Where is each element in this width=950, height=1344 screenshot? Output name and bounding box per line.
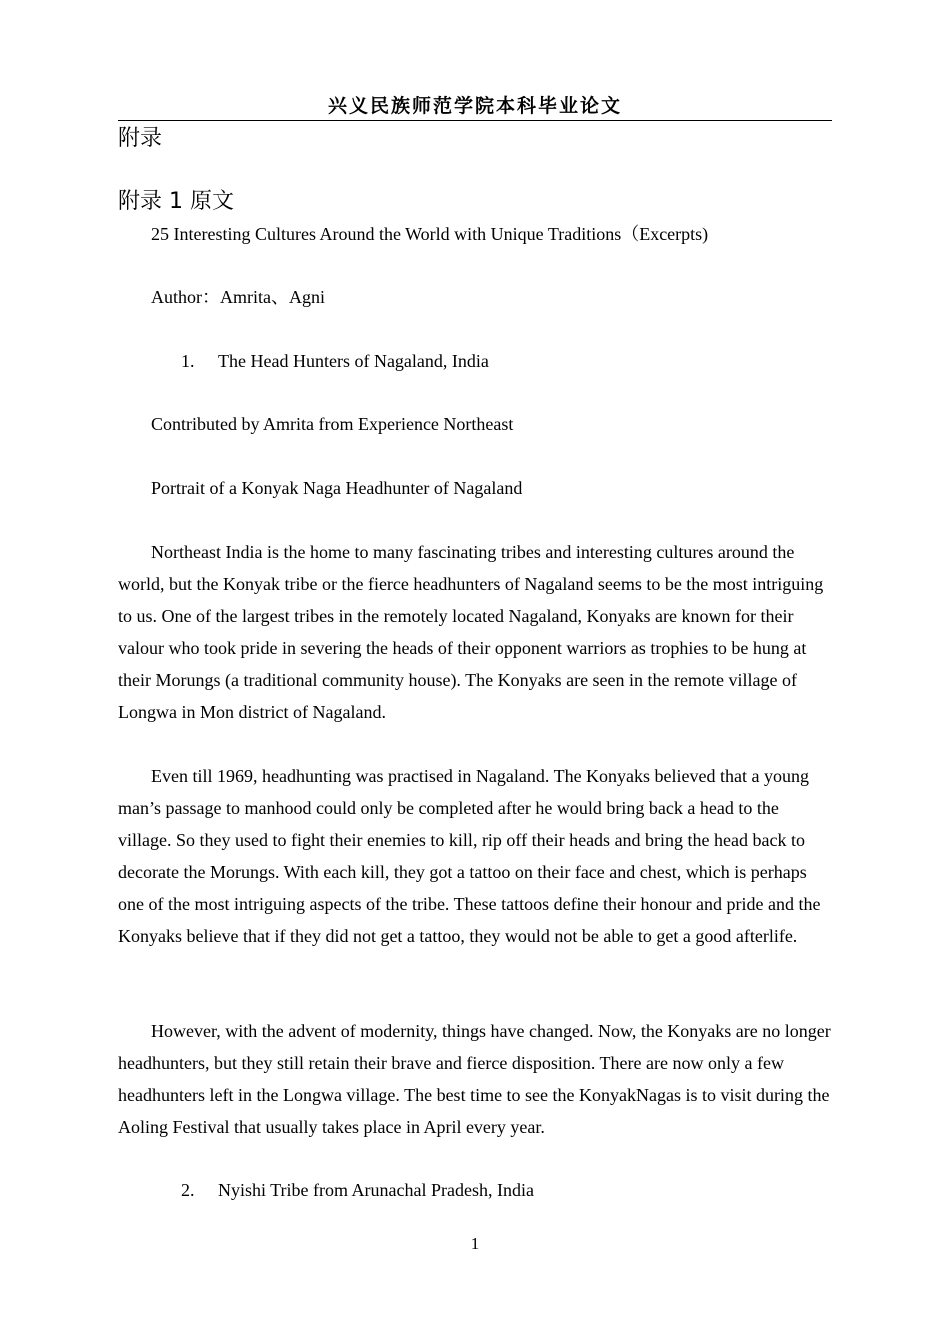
running-header: 兴义民族师范学院本科毕业论文 bbox=[118, 94, 832, 121]
image-caption: Portrait of a Konyak Naga Headhunter of Nagaland bbox=[151, 478, 523, 498]
paragraph: Northeast India is the home to many fascinating tribes and interesting cultures around the world, but the Konyak tribe or the fierce headhunters of Nagaland seems to be the most intriguing to us. One of the largest tribes in the remotely located Nagaland, Konyaks are known for their valour who took pride in severing the heads of their opponent warriors as trophies to be hung at their Morungs (a traditional community house). The Konyaks are seen in the remote village of Longwa in Mon district of Nagaland. bbox=[118, 542, 824, 722]
section-number: 2. bbox=[181, 1180, 195, 1200]
page-number: 1 bbox=[470, 1234, 480, 1253]
contributed-line: Contributed by Amrita from Experience Northeast bbox=[151, 414, 514, 434]
paragraph: Even till 1969, headhunting was practised in Nagaland. The Konyaks believed that a young man’s passage to manhood could only be completed after he would bring back a head to the village. So they used to fight their enemies to kill, rip off their heads and bring the head back to decorate the Morungs. With each kill, they got a tattoo on their face and chest, which is perhaps one of the most intriguing aspects of the tribe. These tattoos define their honour and pride and the Konyaks believe that if they did not get a tattoo, they would not be able to get a good afterlife. bbox=[118, 766, 821, 946]
section-title: Nyishi Tribe from Arunachal Pradesh, India bbox=[218, 1180, 534, 1200]
paragraph: However, with the advent of modernity, things have changed. Now, the Konyaks are no longer headhunters, but they still retain their brave and fierce disposition. There are now only a few headhunters left in the Longwa village. The best time to see the KonyakNagas is to visit during the Aoling Festival that usually takes place in April every year. bbox=[118, 1021, 831, 1137]
author-line: Author：Amrita、Agni bbox=[151, 287, 325, 307]
article-title: 25 Interesting Cultures Around the World with Unique Traditions（Excerpts) bbox=[151, 224, 709, 244]
appendix-subheading: 附录 1 原文 bbox=[118, 189, 234, 214]
section-number: 1. bbox=[181, 351, 195, 371]
section-title: The Head Hunters of Nagaland, India bbox=[218, 351, 489, 371]
appendix-heading: 附录 bbox=[118, 126, 163, 151]
